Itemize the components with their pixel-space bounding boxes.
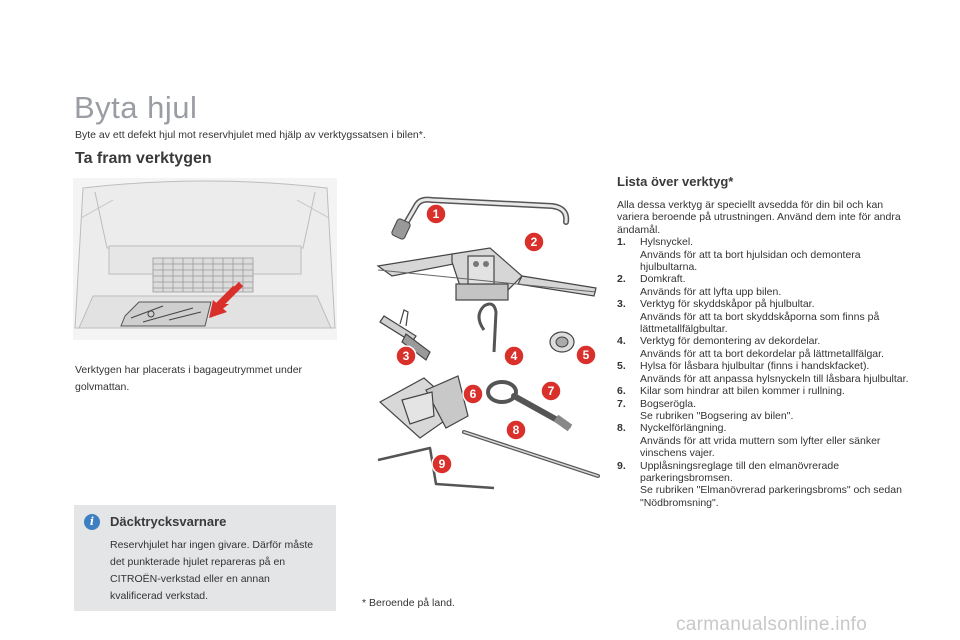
tool-badge-1 — [426, 204, 446, 224]
list-item — [617, 422, 917, 459]
trunk-caption: Verktygen har placerats i bagageutrymmet under golvmattan. — [75, 364, 303, 393]
list-item-number: 9. — [617, 459, 626, 472]
page-subtitle: Byte av ett defekt hjul mot reservhjulet med hjälp av verktygssatsen i bilen*. — [75, 129, 426, 141]
tool-list-intro: Alla dessa verktyg är speciellt avsedda för din bil och kan variera beroende på utrustningen. Använd dem inte för andra ändamål. — [617, 199, 901, 236]
list-item — [617, 273, 917, 298]
list-item — [617, 298, 917, 335]
tool-badge-9 — [432, 454, 452, 474]
svg-text:6: 6 — [469, 387, 477, 401]
list-item-number: 6. — [617, 385, 626, 398]
list-item — [617, 385, 917, 397]
list-item-number: 2. — [617, 273, 626, 286]
list-item-text: Bogserögla. Se rubriken "Bogsering av bilen". — [640, 397, 794, 422]
tool-badge-8 — [506, 420, 526, 440]
list-item-number: 4. — [617, 335, 626, 348]
list-item-number: 8. — [617, 422, 626, 435]
list-item-text: Hylsa för låsbara hjulbultar (finns i handskfacket). Används för att anpassa hylsnyckeln till låsbara hjulbultar. — [640, 360, 909, 385]
list-item — [617, 460, 917, 510]
tool-list-panel — [617, 174, 917, 509]
list-item-text: Verktyg för skyddskåpor på hjulbultar. Används för att ta bort skyddskåporna som finns på lättmetallfälgbultar. — [640, 298, 880, 336]
tool-badge-2 — [524, 232, 544, 252]
svg-text:7: 7 — [547, 384, 555, 398]
svg-text:8: 8 — [512, 423, 520, 437]
svg-text:5: 5 — [582, 348, 590, 362]
tool-list-heading: Lista över verktyg* — [617, 174, 734, 189]
list-item-text: Kilar som hindrar att bilen kommer i rullning. — [640, 385, 845, 398]
svg-text:3: 3 — [402, 349, 410, 363]
tool-badge-3 — [396, 346, 416, 366]
tool-badge-7 — [541, 381, 561, 401]
list-item — [617, 335, 917, 360]
section-heading: Ta fram verktygen — [75, 150, 212, 167]
list-item — [617, 236, 917, 273]
list-item-number: 7. — [617, 397, 626, 410]
notice-title: Däcktrycksvarnare — [110, 514, 227, 529]
tool-list — [617, 236, 917, 509]
svg-text:2: 2 — [530, 235, 538, 249]
tire-pressure-notice — [74, 505, 336, 611]
tool-badge-6 — [463, 384, 483, 404]
list-item-text: Domkraft. Används för att lyfta upp bilen. — [640, 273, 782, 298]
svg-text:4: 4 — [510, 349, 518, 363]
list-item-text: Verktyg för demontering av dekordelar. Används för att ta bort dekordelar på lättmetallfälgar. — [640, 335, 884, 360]
svg-text:1: 1 — [432, 207, 440, 221]
info-icon: i — [84, 514, 100, 530]
list-item — [617, 360, 917, 385]
list-item-text: Hylsnyckel. Används för att ta bort hjulsidan och demontera hjulbultarna. — [640, 236, 861, 274]
trunk-illustration — [73, 178, 337, 340]
watermark: carmanualsonline.info — [676, 614, 868, 635]
notice-text: Reservhjulet har ingen givare. Därför måste det punkterade hjulet repareras på en CITROËN-verkstad eller en annan kvalificerad verkstad. — [110, 539, 314, 602]
list-item-text: Upplåsningsreglage till den elmanövrerade parkeringsbromsen. Se rubriken "Elmanövrerad parkeringsbroms" och sedan "Nödbromsning". — [640, 459, 902, 509]
tools-illustration — [372, 192, 612, 494]
list-item-number: 5. — [617, 360, 626, 373]
svg-text:9: 9 — [438, 457, 446, 471]
footnote: * Beroende på land. — [362, 597, 455, 609]
list-item-number: 1. — [617, 236, 626, 249]
page-title: Byta hjul — [74, 90, 198, 125]
list-item-number: 3. — [617, 298, 626, 311]
tool-badge-5 — [576, 345, 596, 365]
list-item-text: Nyckelförlängning. Används för att vrida muttern som lyfter eller sänker vinschens vajer. — [640, 422, 881, 460]
tool-badge-4 — [504, 346, 524, 366]
list-item — [617, 398, 917, 423]
